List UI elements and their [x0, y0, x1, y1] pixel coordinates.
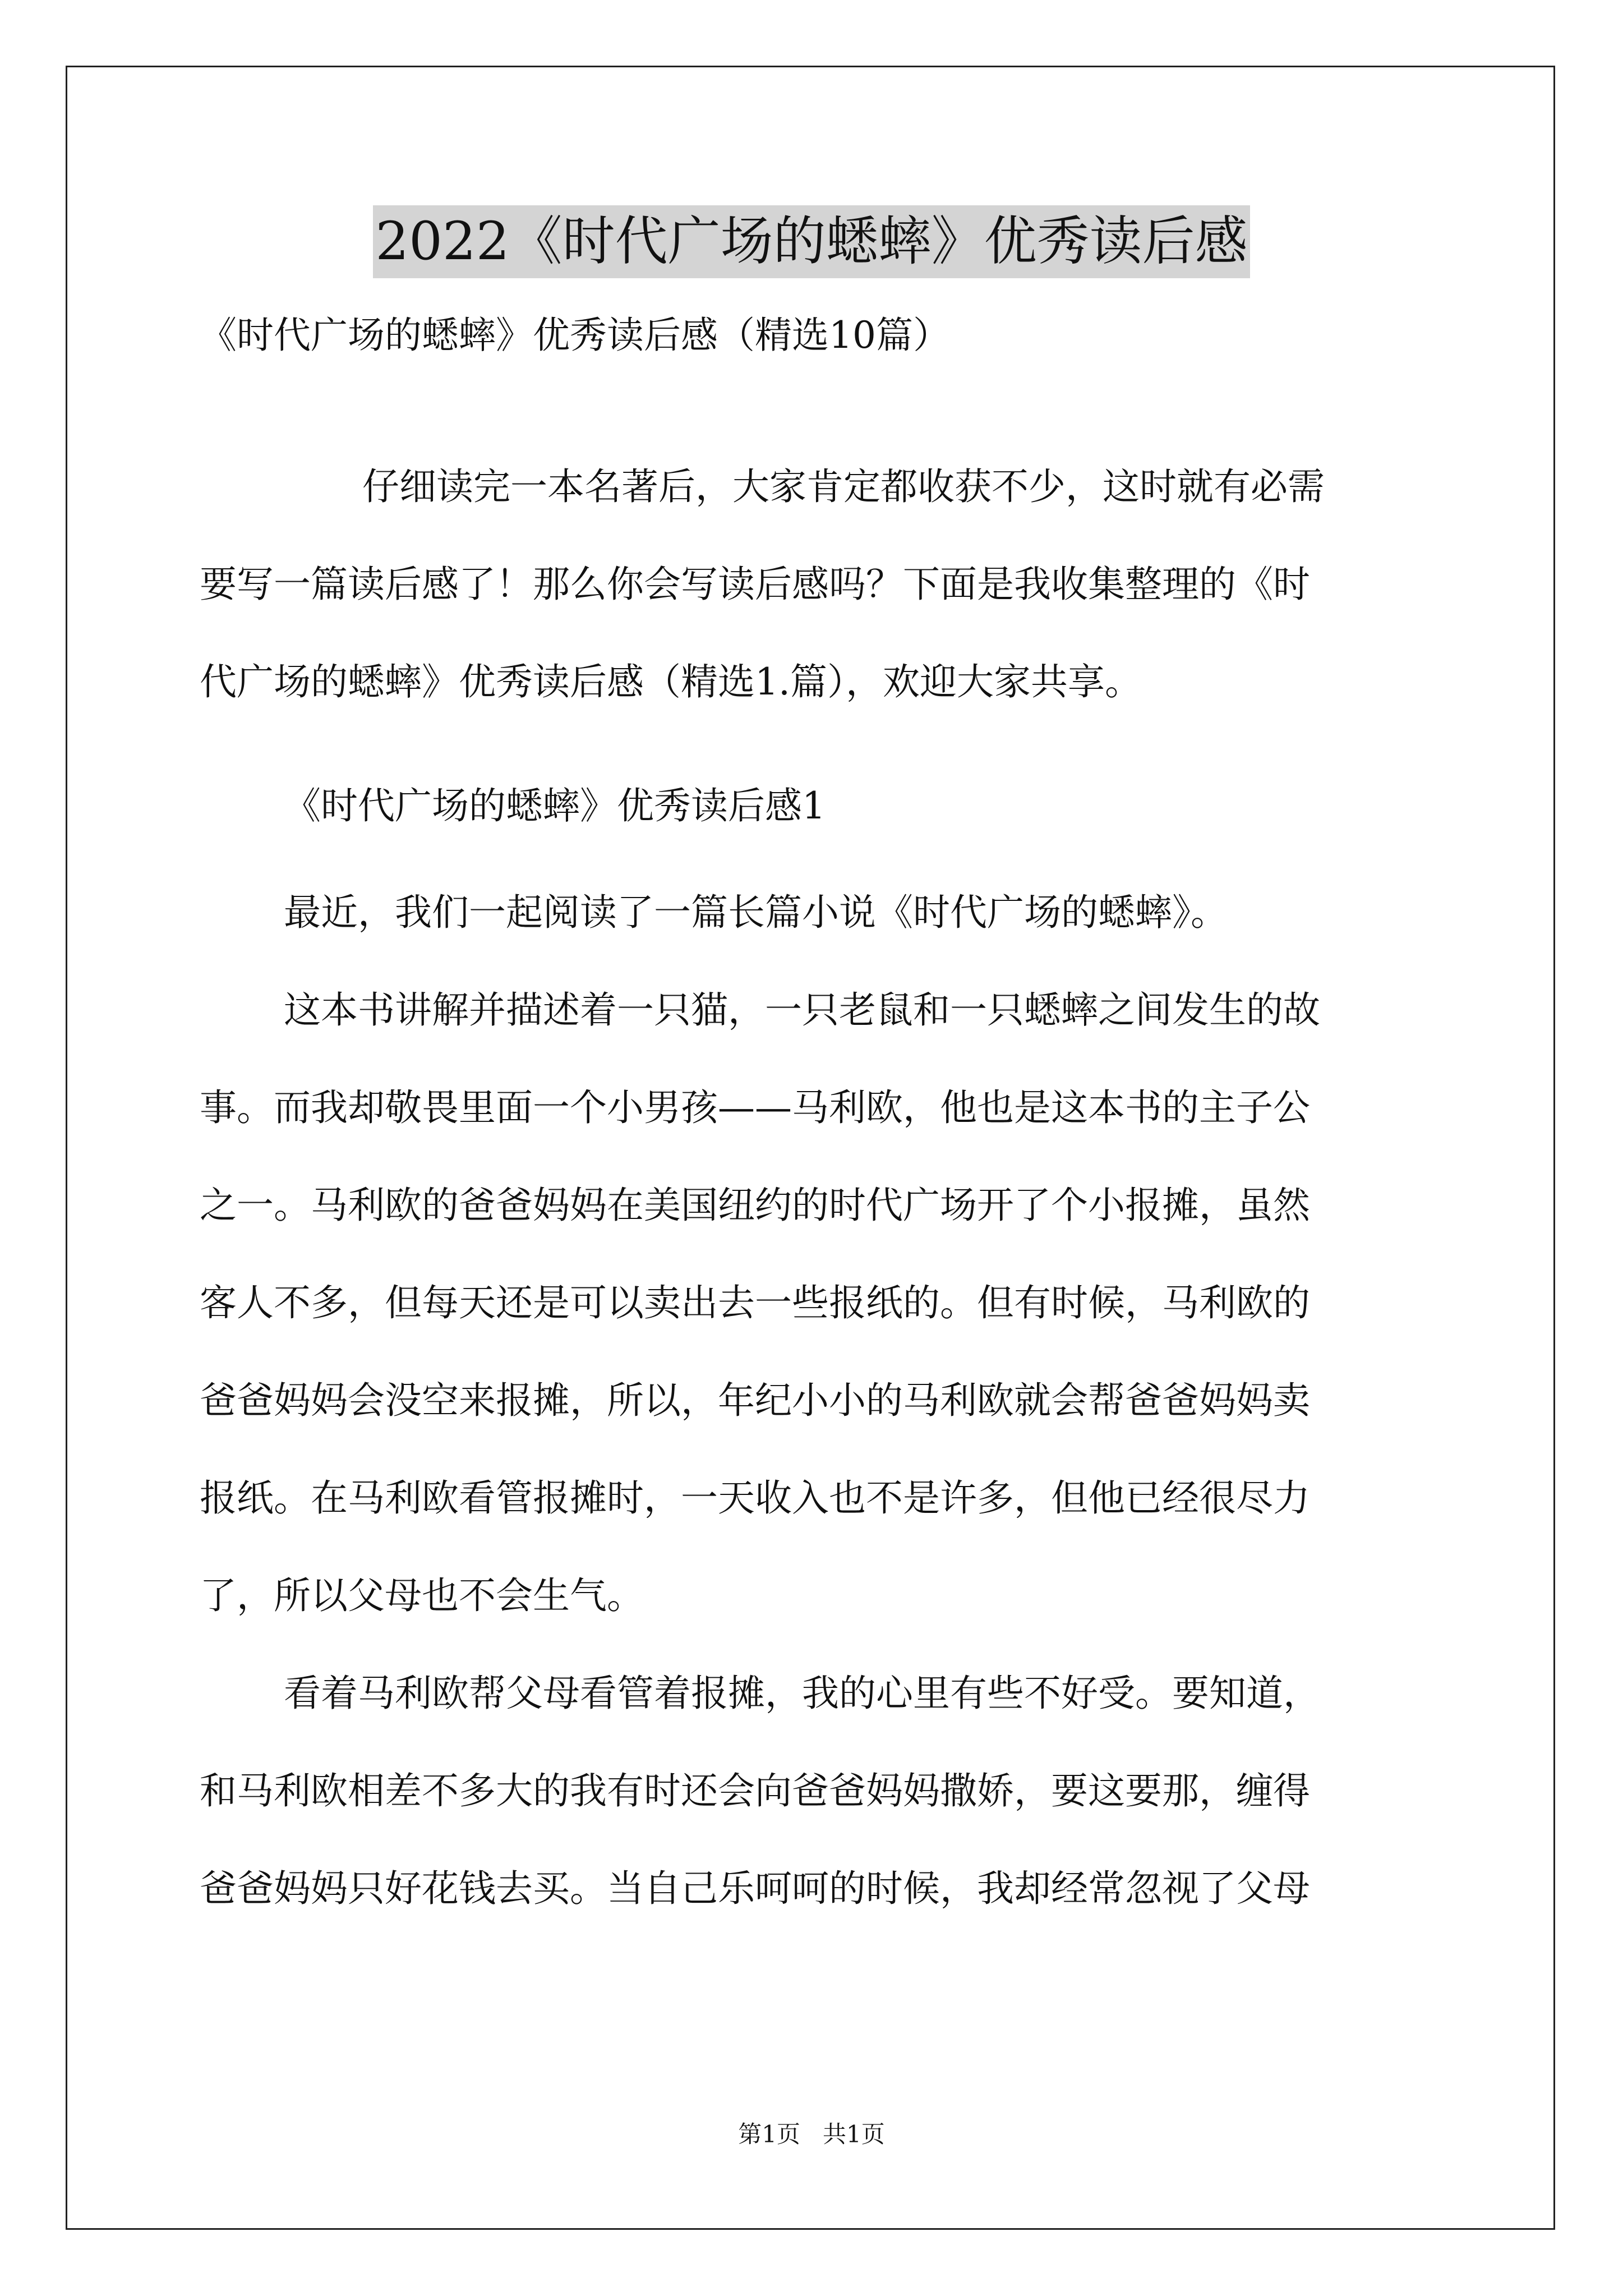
title-container — [0, 205, 1623, 278]
body-line: 之一。马利欧的爸爸妈妈在美国纽约的时代广场开了个小报摊，虽然 — [200, 1184, 1310, 1227]
body-line: 客人不多，但每天还是可以卖出去一些报纸的。但有时候，马利欧的 — [200, 1281, 1310, 1324]
document-title: 2022《时代广场的蟋蟀》优秀读后感 — [373, 205, 1249, 278]
intro-paragraph — [200, 462, 1433, 754]
body-line: 和马利欧相差不多大的我有时还会向爸爸妈妈撒娇，要这要那，缠得 — [200, 1769, 1310, 1812]
body-line: 看着马利欧帮父母看管着报摊，我的心里有些不好受。要知道， — [284, 1672, 1320, 1715]
body-line: 了，所以父母也不会生气。 — [200, 1574, 644, 1617]
page-footer: 第1页 共1页 — [738, 2120, 885, 2148]
body-line: 这本书讲解并描述着一只猫，一只老鼠和一只蟋蟀之间发生的故 — [284, 988, 1320, 1032]
section-body — [200, 887, 1433, 1961]
intro-line: 仔细读完一本名著后，大家肯定都收获不少，这时就有必需 — [362, 465, 1325, 508]
intro-line: 代广场的蟋蟀》优秀读后感（精选1.篇），欢迎大家共享。 — [200, 660, 1142, 703]
body-line: 最近，我们一起阅读了一篇长篇小说《时代广场的蟋蟀》。 — [284, 891, 1228, 934]
section-heading: 《时代广场的蟋蟀》优秀读后感1 — [284, 784, 826, 827]
document-subtitle: 《时代广场的蟋蟀》优秀读后感（精选10篇） — [200, 314, 950, 357]
body-line: 报纸。在马利欧看管报摊时，一天收入也不是许多，但他已经很尽力 — [200, 1476, 1310, 1520]
body-line: 爸爸妈妈会没空来报摊，所以，年纪小小的马利欧就会帮爸爸妈妈卖 — [200, 1379, 1310, 1422]
intro-line: 要写一篇读后感了！那么你会写读后感吗？下面是我收集整理的《时 — [200, 563, 1310, 606]
body-line: 事。而我却敬畏里面一个小男孩——马利欧，他也是这本书的主子公 — [200, 1086, 1310, 1129]
body-line: 爸爸妈妈只好花钱去买。当自己乐呵呵的时候，我却经常忽视了父母 — [200, 1867, 1310, 1910]
